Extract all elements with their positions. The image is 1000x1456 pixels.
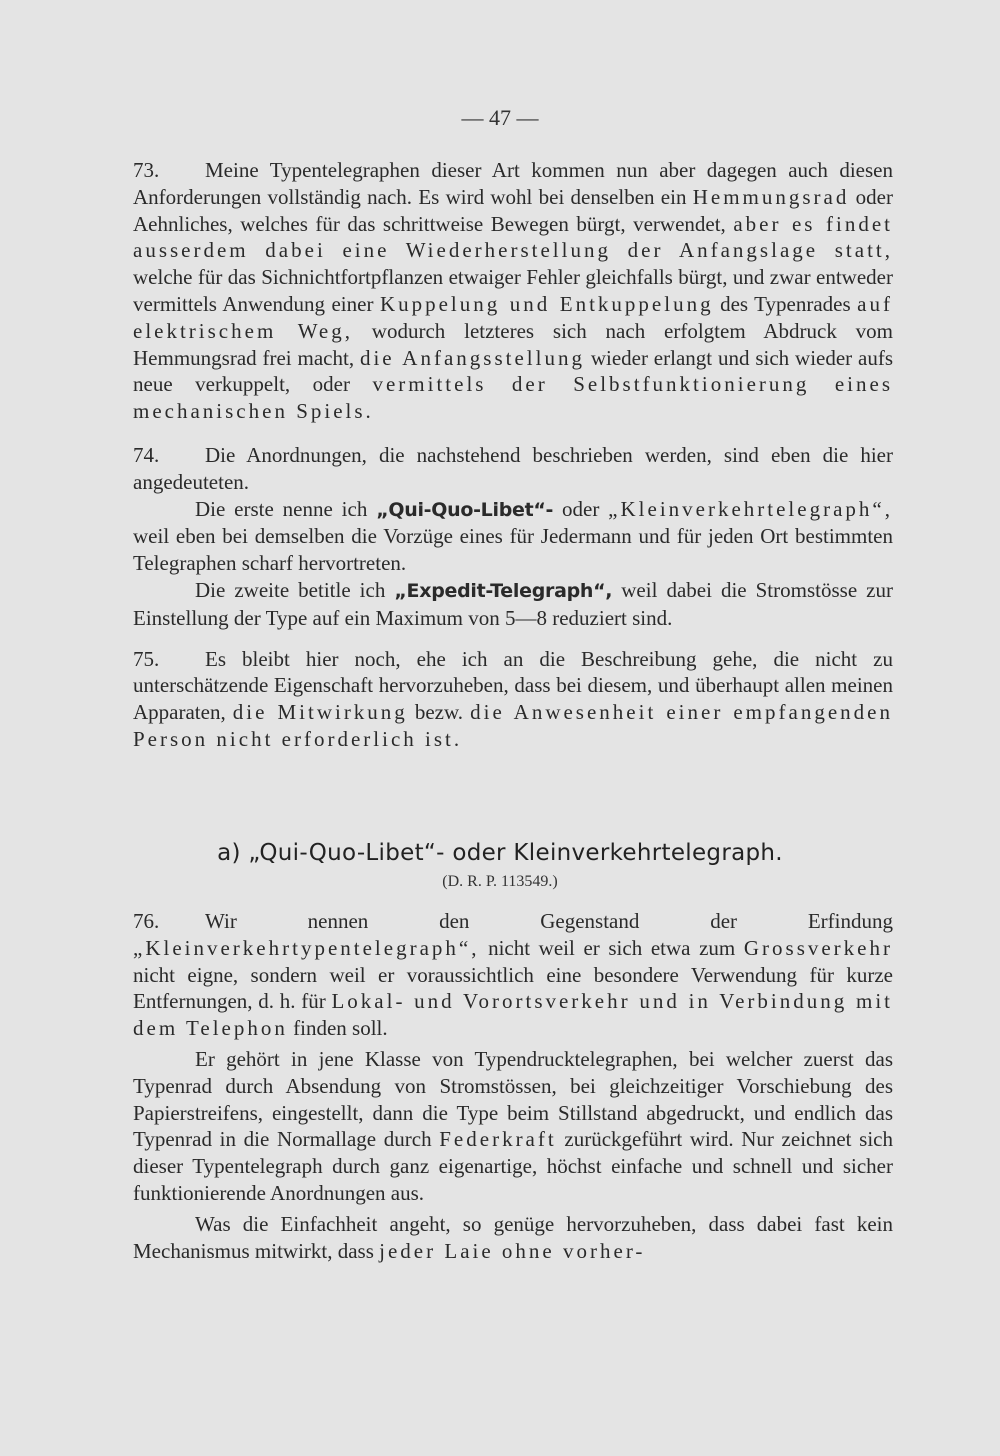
- spaced-text: Federkraft: [439, 1127, 557, 1152]
- paragraph-75: [133, 646, 893, 753]
- text-run: Meine Typentelegraphen dieser Art kommen nun aber dagegen auch diesen Anforderungen vollständig nach. Es wird wohl bei denselben ein: [133, 158, 893, 209]
- bold-term: „Qui-Quo-Libet“-: [376, 498, 554, 521]
- text-run: oder Aehnliches, welches für das schrittweise Bewegen bürgt, verwendet,: [133, 184, 893, 236]
- spaced-text: Hemmungsrad: [692, 184, 850, 209]
- spaced-text: die Mitwirkung: [232, 700, 408, 725]
- text-block-lower: [133, 908, 893, 1264]
- text-run: Die zweite betitle ich: [195, 577, 395, 602]
- text-run: nicht eigne, sondern weil er voraussichtlich eine besondere Verwendung für kurze Entfernungen, d. h. für: [133, 962, 893, 1014]
- section-heading: a) „Qui-Quo-Libet“- oder Kleinverkehrtelegraph.: [217, 840, 783, 866]
- text-run: Er gehört in jene Klasse von Typendrucktelegraphen, bei welcher zuerst das Typenrad durch Absendung von Stromstössen, bei gleichzeitiger Vorschiebung des Papierstreifens, eingestellt, dann die Type beim Stillstand abgedruckt, und endlich das Typenrad in die Normallage durch: [133, 1046, 893, 1152]
- spaced-text: vermittels der Selbstfunktionierung eines mechanischen Spiels.: [133, 372, 894, 424]
- paragraph-number: 75.: [133, 646, 160, 671]
- text-run: Wir nennen den Gegenstand der Erfindung: [205, 909, 893, 933]
- text-run: weil eben bei demselben die Vorzüge eines für Jedermann und für jeden Ort bestimmten Telegraphen scharf hervortreten.: [133, 524, 893, 576]
- paragraph-74: [133, 442, 893, 496]
- paragraph-number: 76.: [133, 909, 160, 933]
- text-run: oder: [553, 496, 609, 521]
- spaced-text: Grossverkehr: [743, 935, 893, 960]
- spaced-text: die Anfangsstellung: [359, 345, 585, 370]
- text-run: welche für das Sichnichtfortpflanzen etwaiger Fehler gleichfalls bürgt, und zwar entweder vermittels Anwendung einer: [133, 265, 893, 316]
- text-run: weil dabei die Stromstösse zur Einstellung der Type auf ein Maximum von 5—8 reduziert sind.: [133, 577, 893, 630]
- bold-term: „Expedit-Telegraph“,: [394, 579, 613, 602]
- spaced-text: auf elektrischem Weg,: [133, 291, 893, 343]
- spaced-text: jeder Laie ohne vorher-: [379, 1238, 646, 1263]
- paragraph-76-third: [133, 1211, 893, 1265]
- text-run: Die Anordnungen, die nachstehend beschrieben werden, sind eben die hier angedeuteten.: [133, 442, 893, 494]
- text-run: zurückgeführt wird. Nur zeichnet sich dieser Typentelegraph durch ganz eigenartige, höchst einfache und schnell und sicher funktionierende Anordnungen aus.: [133, 1127, 893, 1205]
- text-run: finden soll.: [287, 1016, 388, 1041]
- spaced-text: Lokal- und Vorortsverkehr und in Verbindung mit dem Telephon: [133, 989, 893, 1041]
- spaced-text: aber es findet ausserdem dabei eine Wiederherstellung der Anfangslage statt,: [133, 211, 893, 263]
- text-block-upper: [133, 157, 893, 753]
- text-run: bezw.: [407, 700, 471, 725]
- spaced-text: die Anwesenheit einer empfangenden Person nicht erforderlich ist.: [133, 700, 893, 751]
- text-run: Die erste nenne ich: [195, 496, 377, 521]
- paragraph-74-second: [133, 496, 893, 577]
- paragraph-number: 73.: [133, 158, 160, 182]
- spaced-text: Kuppelung und Entkuppelung: [379, 291, 714, 316]
- text-run: wodurch letzteres sich nach erfolgtem Abdruck vom Hemmungsrad frei macht,: [133, 318, 893, 370]
- text-run: Es bleibt hier noch, ehe ich an die Beschreibung gehe, die nicht zu unterschätzende Eigenschaft hervorzuheben, dass bei diesem, und überhaupt allen meinen Apparaten,: [133, 646, 893, 725]
- spaced-text: „Kleinverkehrtelegraph“,: [608, 496, 893, 521]
- text-run: des Typenrades: [713, 291, 858, 316]
- paragraph-73: [133, 157, 893, 425]
- spaced-text: „Kleinverkehrtypentelegraph“,: [133, 935, 480, 960]
- paragraph-76-second: [133, 1046, 893, 1207]
- text-run: Was die Einfachheit angeht, so genüge hervorzuheben, dass dabei fast kein Mechanismus mitwirkt, dass: [133, 1211, 893, 1263]
- paragraph-76: [133, 908, 893, 1042]
- paragraph-74-third: [133, 577, 893, 632]
- text-run: nicht weil er sich etwa zum: [479, 935, 744, 960]
- paragraph-number: 74.: [133, 442, 160, 467]
- patent-number: (D. R. P. 113549.): [442, 873, 558, 890]
- text-run: wieder erlangt und sich wieder aufs neue verkuppelt, oder: [133, 345, 894, 397]
- page-number: — 47 —: [461, 105, 539, 130]
